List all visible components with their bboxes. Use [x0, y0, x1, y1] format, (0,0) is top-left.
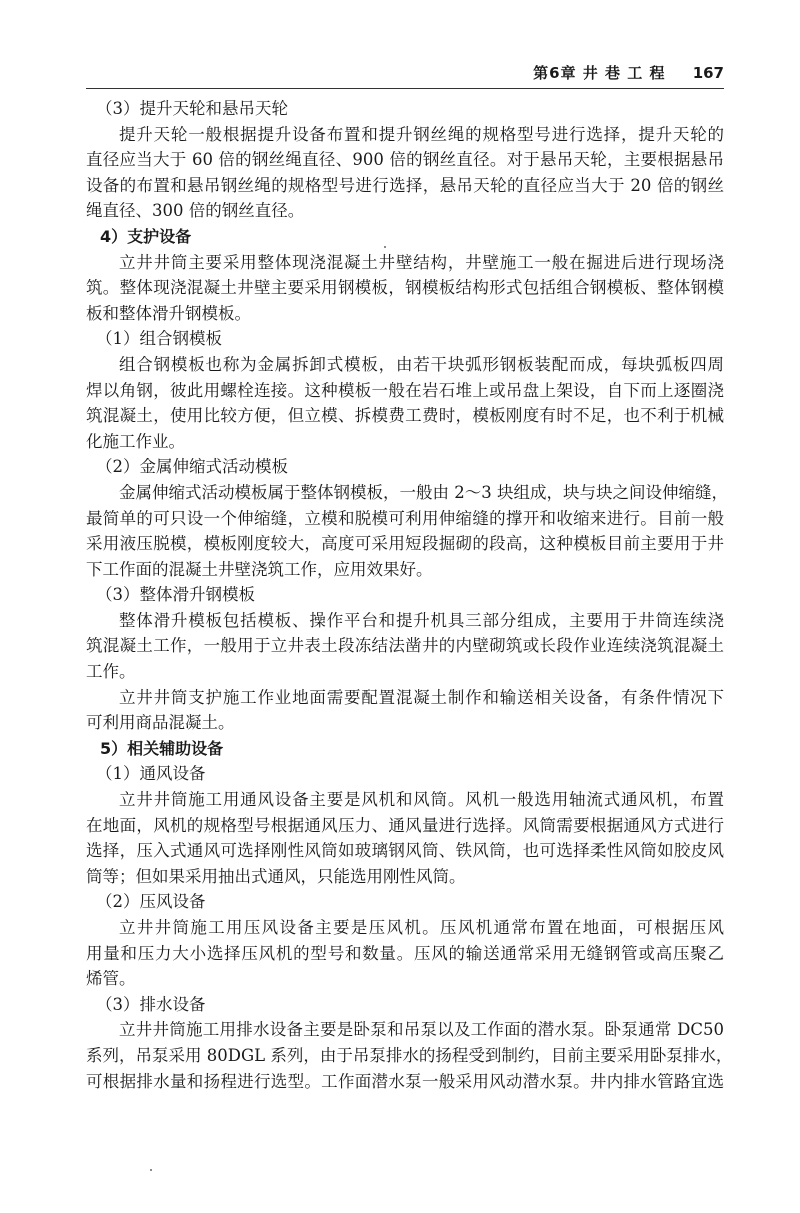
paragraph-line: 可根据排水量和扬程进行选型。工作面潜水泵一般采用风动潜水泵。井内排水管路宜选 — [86, 1071, 724, 1091]
subsection-heading: （3）提升天轮和悬吊天轮 — [96, 99, 288, 118]
page-number: 167 — [692, 64, 724, 82]
paragraph-line: 立井井筒主要采用整体现浇混凝土井壁结构，井壁施工一般在掘进后进行现场浇 — [119, 252, 724, 272]
paragraph-line: 金属伸缩式活动模板属于整体钢模板，一般由 2～3 块组成，块与块之间设伸缩缝， — [119, 482, 728, 502]
subsection-heading: （1）通风设备 — [96, 764, 206, 784]
paragraph-line: 组合钢模板也称为金属拆卸式模板，由若干块弧形钢板装配而成，每块弧板四周 — [119, 354, 724, 374]
paragraph-line: 整体滑升模板包括模板、操作平台和提升机具三部分组成，主要用于井筒连续浇 — [119, 610, 724, 630]
chapter-title: 第6章 井 巷 工 程 — [533, 64, 666, 82]
running-header — [86, 62, 724, 89]
subsection-heading: （2）金属伸缩式活动模板 — [96, 457, 288, 477]
subsection-heading: （1）组合钢模板 — [96, 329, 222, 349]
paragraph-line: 在地面，风机的规格型号根据通风压力、通风量进行选择。风筒需要根据通风方式进行 — [86, 815, 724, 835]
paragraph-line: 下工作面的混凝土井壁浇筑工作，应用效果好。 — [86, 559, 433, 579]
paragraph-line: 立井井筒施工用通风设备主要是风机和风筒。风机一般选用轴流式通风机，布置 — [119, 790, 724, 810]
paragraph-line: 立井井筒施工用排水设备主要是卧泵和吊泵以及工作面的潜水泵。卧泵通常 DC50 — [119, 1020, 724, 1040]
paragraph-line: 用量和压力大小选择压风机的型号和数量。压风的输送通常采用无缝钢管或高压聚乙 — [86, 943, 724, 963]
scan-speck — [384, 246, 386, 248]
subsection-heading: （2）压风设备 — [96, 892, 206, 912]
paragraph-line: 筑混凝土工作，一般用于立井表土段冻结法凿井的内壁砌筑或长段作业连续浇筑混凝土 — [86, 636, 724, 656]
paragraph-line: 立井井筒支护施工作业地面需要配置混凝土制作和输送相关设备，有条件情况下 — [119, 687, 724, 707]
paragraph-line: 筒等；但如果采用抽出式通风，只能选用刚性风筒。 — [86, 866, 466, 886]
paragraph-line: 焊以角钢，彼此用螺栓连接。这种模板一般在岩石堆上或吊盘上架设，自下而上逐圈浇 — [86, 380, 724, 400]
subsection-heading: （3）排水设备 — [96, 994, 206, 1014]
scan-speck — [150, 1169, 152, 1171]
paragraph-line: 化施工作业。 — [86, 431, 185, 451]
paragraph-line: 提升天轮一般根据提升设备布置和提升钢丝绳的规格型号进行选择，提升天轮的 — [119, 124, 724, 144]
subsection-heading: （3）整体滑升钢模板 — [96, 585, 255, 605]
paragraph-line: 选择，压入式通风可选择刚性风筒如玻璃钢风筒、铁风筒，也可选择柔性风筒如胶皮风 — [86, 841, 724, 861]
body-text — [86, 96, 733, 1094]
paragraph-line: 采用液压脱模，模板刚度较大，高度可采用短段掘砌的段高，这种模板目前主要用于井 — [86, 534, 724, 554]
paragraph-line: 筑。整体现浇混凝土井壁主要采用钢模板，钢模板结构形式包括组合钢模板、整体钢模 — [86, 278, 724, 298]
section-heading: 4）支护设备 — [100, 226, 192, 246]
paragraph-line: 系列，吊泵采用 80DGL 系列，由于吊泵排水的扬程受到制约，目前主要采用卧泵排水， — [86, 1045, 733, 1065]
paragraph-line: 筑混凝土，使用比较方便，但立模、拆模费工费时，模板刚度有时不足，也不利于机械 — [86, 406, 724, 426]
paragraph-line: 立井井筒施工用压风设备主要是压风机。压风机通常布置在地面，可根据压风 — [119, 918, 724, 937]
paragraph-line: 直径应当大于 60 倍的钢丝绳直径、900 倍的钢丝直径。对于悬吊天轮，主要根据悬吊 — [86, 150, 724, 170]
paragraph-line: 工作。 — [86, 662, 136, 682]
paragraph-line: 设备的布置和悬吊钢丝绳的规格型号进行选择，悬吊天轮的直径应当大于 20 倍的钢丝 — [86, 175, 724, 195]
paragraph-line: 可利用商品混凝土。 — [86, 713, 235, 733]
paragraph-line: 烯管。 — [86, 969, 136, 989]
section-heading: 5）相关辅助设备 — [100, 738, 224, 758]
paragraph-line: 最简单的可只设一个伸缩缝，立模和脱模可利用伸缩缝的撑开和收缩来进行。目前一般 — [86, 508, 724, 528]
paragraph-line: 绳直径、300 倍的钢丝直径。 — [86, 201, 305, 221]
paragraph-line: 板和整体滑升钢模板。 — [86, 303, 251, 323]
